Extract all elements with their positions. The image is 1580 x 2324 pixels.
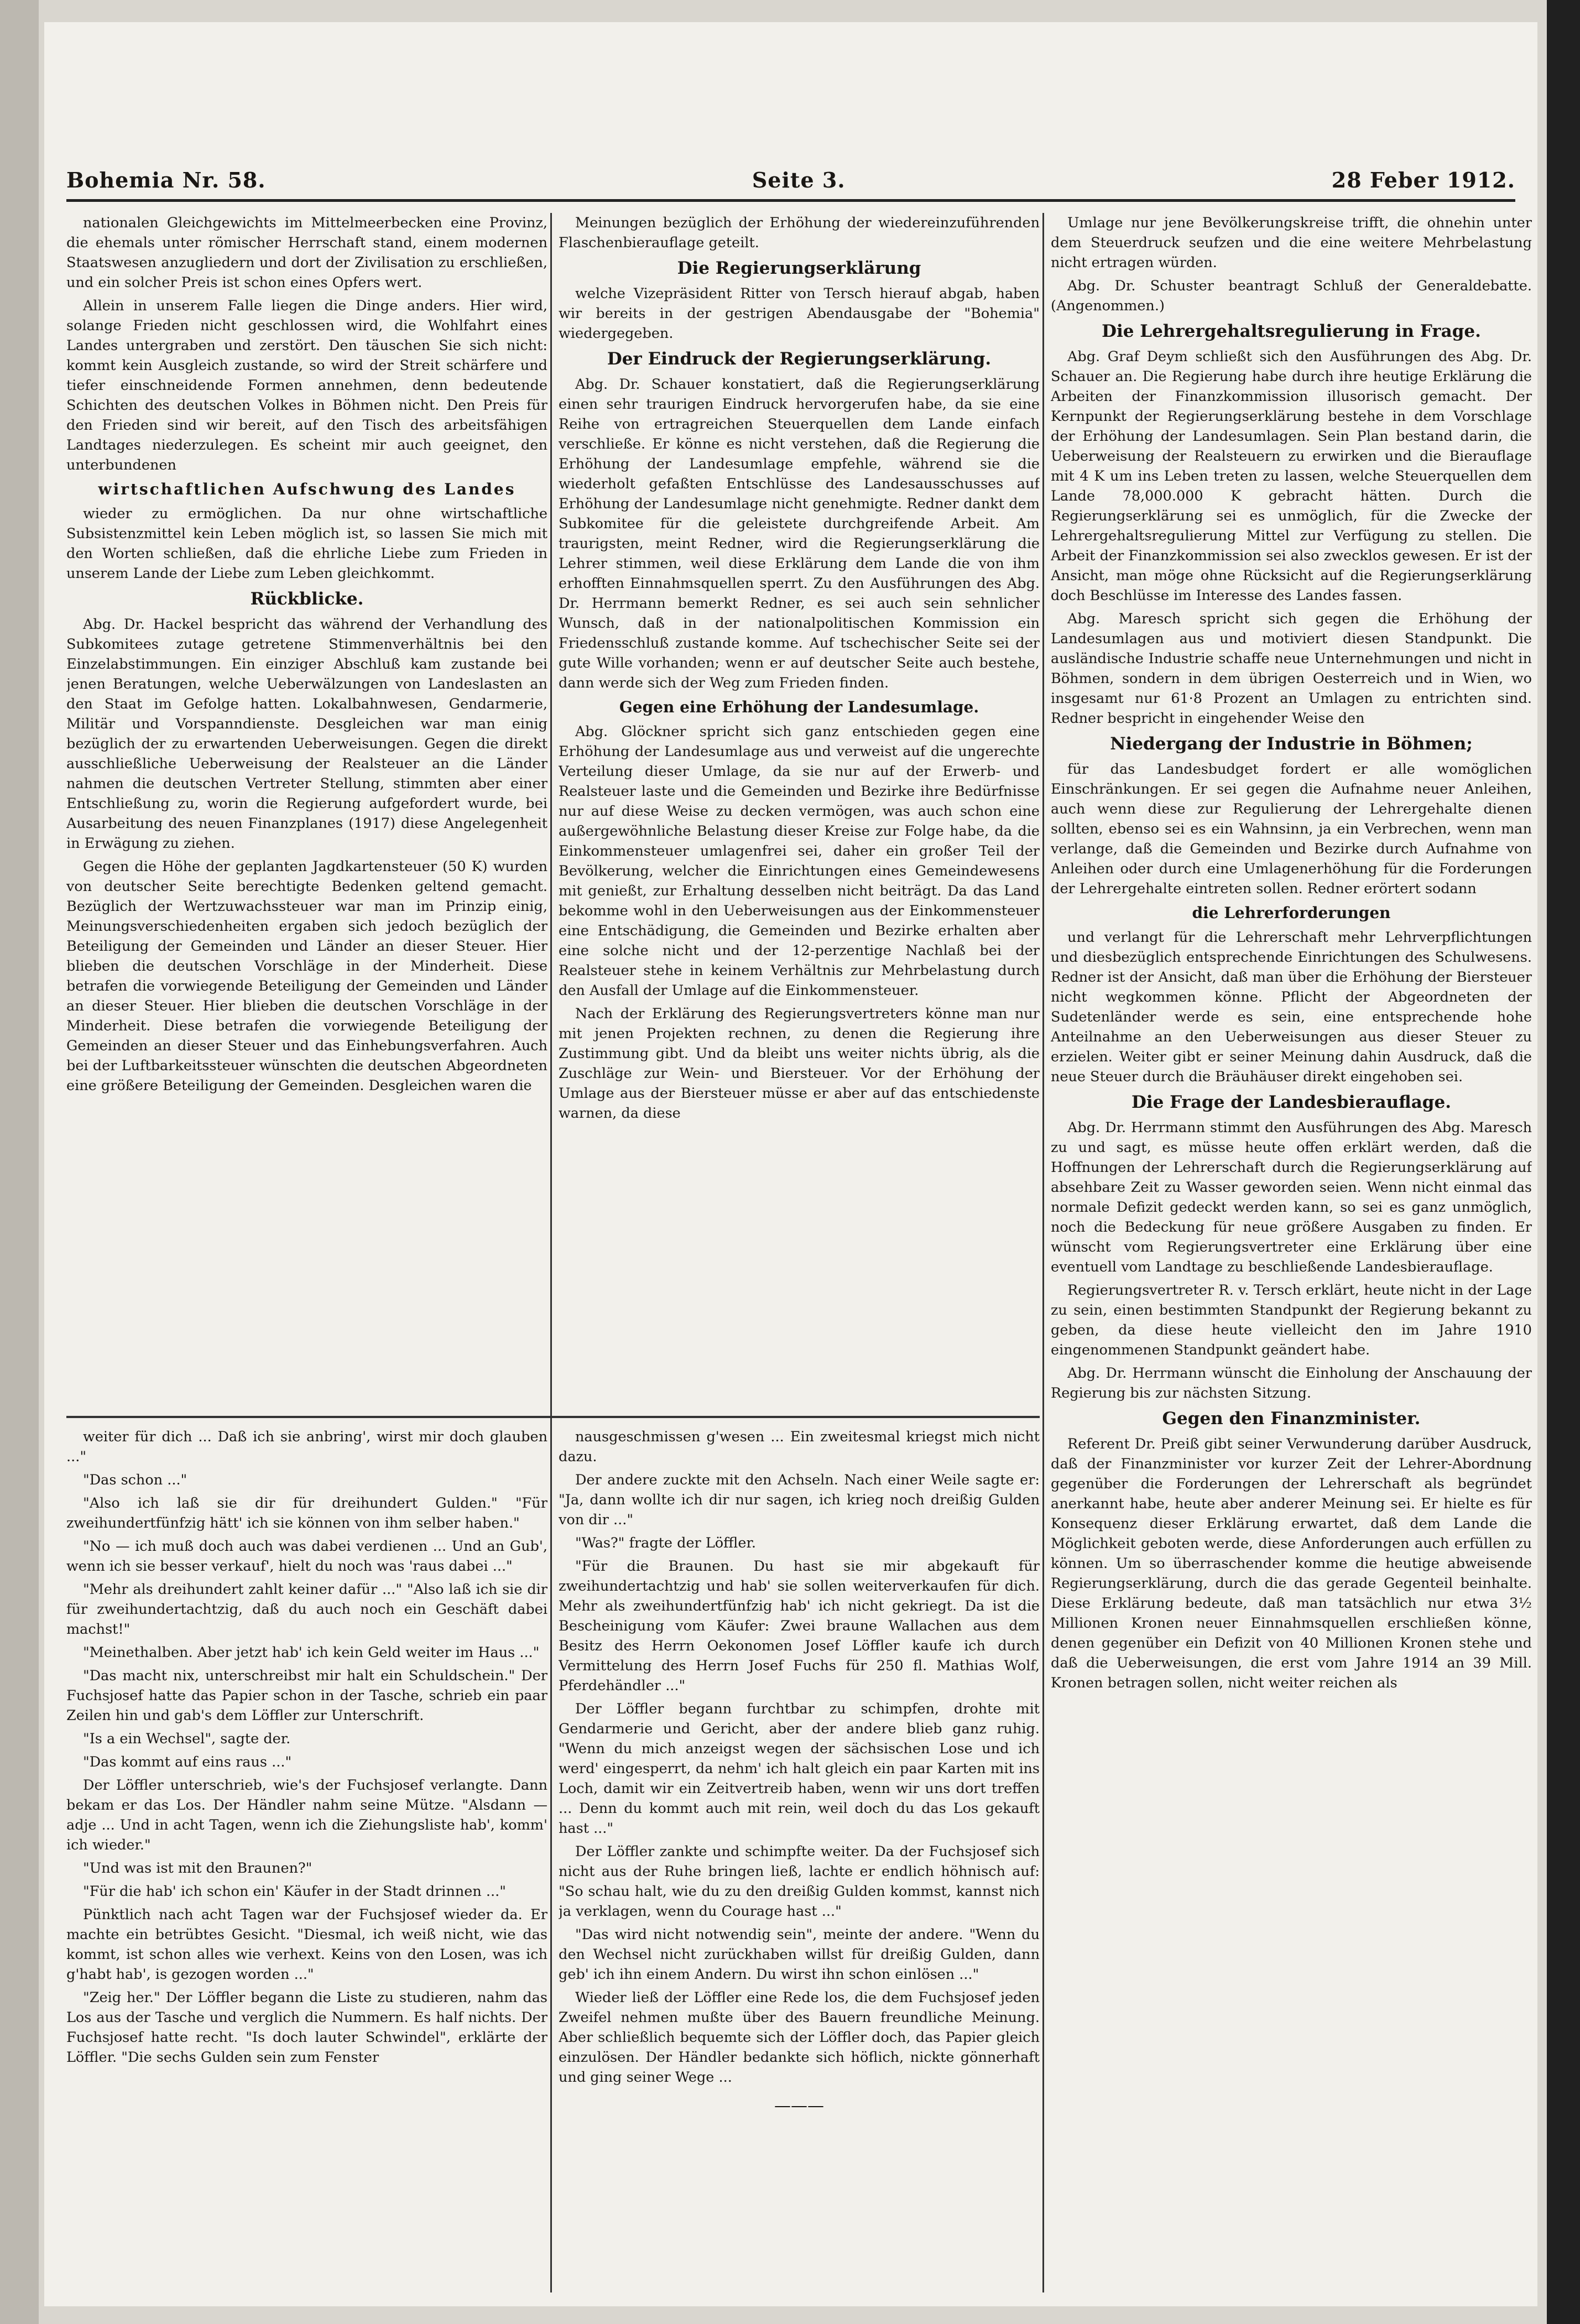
- paragraph: Abg. Graf Deym schließt sich den Ausführungen des Abg. Dr. Schauer an. Die Regierung habe durch ihre heutige Erklärung die Arbeiten der Finanzkommission illusorisch gemacht. Der Kernpunkt der Regierungserklärung bestehe in dem Vorschlage der Erhöhung der Landesumlagen. Sein Plan bestand darin, die Ueberweisung der Realsteuern zu erwirken und die Bierauflage mit 4 K um ins Leben treten zu lassen, welche Steuerquellen dem Lande 78,000.000 K gebracht hätten. Durch die Regierungserklärung sei es unmöglich, für die Zwecke der Lehrergehaltsregulierung Mittel zur Verfügung zu stellen. Die Arbeit der Finanzkommission sei also zwecklos gewesen. Er ist der Ansicht, man möge ohne Rücksicht auf die Regierungserklärung doch Beschlüsse im Interesse des Landes fassen.: [1051, 348, 1532, 604]
- paragraph: "Und was ist mit den Braunen?": [83, 1860, 312, 1877]
- section-heading: Niedergang der Industrie in Böhmen;: [1110, 734, 1473, 754]
- paragraph: Wieder ließ der Löffler eine Rede los, die dem Fuchsjosef jeden Zweifel nehmen mußte über des Bauern freundliche Meinung. Aber schließlich bequemte sich der Löffler doch, das Papier gleich einzulösen. Der Händler bedankte sich höflich, nickte gönnerhaft und ging seiner Wege ...: [559, 1989, 1040, 2086]
- header-date: 28 Feber 1912.: [1331, 167, 1515, 192]
- paragraph: Der Löffler begann furchtbar zu schimpfen, drohte mit Gendarmerie und Gericht, aber der andere blieb ganz ruhig. "Wenn du mich anzeigst wegen der sächsischen Lose und ich werd' eingesperrt, da nehm' ich halt gleich ein paar Karten mit ins Loch, damit wir ein Zeitvertreib haben, wenn wir uns dort treffen ... Denn du kommt auch mit rein, weil doch du das Los gekauft hast ...": [559, 1701, 1040, 1837]
- end-mark: ———: [774, 2096, 824, 2115]
- paragraph: wieder zu ermöglichen. Da nur ohne wirtschaftliche Subsistenzmittel kein Leben möglich ist, so lassen Sie mich mit den Worten schließen, daß die ehrliche Liebe zum Frieden in unserem Lande der Liebe zum Leben gleichkommt.: [66, 506, 547, 582]
- paragraph: Gegen die Höhe der geplanten Jagdkartensteuer (50 K) wurden von deutscher Seite berechtigte Bedenken geltend gemacht. Bezüglich der Wertzuwachssteuer war man im Prinzip einig, Meinungsverschiedenheiten ergaben sich jedoch bezüglich der Beteiligung der Gemeinden und Länder an dieser Steuer. Hier blieben die deutschen Vorschläge in der Minderheit. Diese betrafen die vorwiegende Beteiligung der Gemeinden und Länder an dieser Steuer. Hier blieben die deutschen Vorschläge in der Minderheit. Diese betrafen die vorwiegende Beteiligung der Gemeinden an dieser Steuer und das Einhebungsverfahren. Auch bei der Luftbarkeitssteuer wünschten die deutschen Abgeordneten eine größere Beteiligung der Gemeinden. Desgleichen waren die: [66, 858, 547, 1094]
- paragraph: "Was?" fragte der Löffler.: [575, 1535, 756, 1551]
- paragraph: und verlangt für die Lehrerschaft mehr Lehrverpflichtungen und diesbezüglich entsprechende Einrichtungen des Schulwesens. Redner ist der Ansicht, daß man über die Erhöhung der Biersteuer nicht wegkommen könne. Pflicht der Abgeordneten der Sudetenländer werde es sein, eine entsprechende hohe Anteilnahme an den Ueberweisungen aus dieser Steuer zu erzielen. Weiter gibt er seiner Meinung dahin Ausdruck, daß die neue Steuer durch die Bräuhäuser direkt eingehoben sei.: [1051, 929, 1532, 1085]
- section-heading: Die Lehrergehaltsregulierung in Frage.: [1102, 321, 1481, 341]
- paragraph: Der andere zuckte mit den Achseln. Nach einer Weile sagte er: "Ja, dann wollte ich dir nur sagen, ich krieg noch dreißig Gulden von dir ...": [559, 1472, 1040, 1528]
- column-rule-1: [550, 213, 552, 2292]
- subheading: Gegen eine Erhöhung der Landesumlage.: [619, 698, 979, 716]
- paragraph: Abg. Dr. Herrmann wünscht die Einholung der Anschauung der Regierung bis zur nächsten Sitzung.: [1051, 1365, 1532, 1401]
- paragraph: Abg. Dr. Herrmann stimmt den Ausführungen des Abg. Maresch zu und sagt, es müsse heute offen erklärt werden, daß die Hoffnungen der Lehrerschaft durch die Regierungserklärung auf absehbare Zeit zu Wasser geworden seien. Wenn nicht einmal das normale Defizit gedeckt werden kann, so sei es ganz unmöglich, noch die Bedeckung für neue größere Ausgaben zu finden. Er wünscht vom Regierungsvertreter eine Erklärung über eine eventuell vom Landtage zu beschließende Landesbierauflage.: [1051, 1119, 1532, 1275]
- section-heading: Der Eindruck der Regierungserklärung.: [607, 349, 992, 369]
- section-heading: Die Regierungserklärung: [677, 258, 921, 278]
- feuilleton-rule: [66, 1416, 1040, 1418]
- paragraph: Abg. Glöckner spricht sich ganz entschieden gegen eine Erhöhung der Landesumlage aus und verweist auf die ungerechte Verteilung dieser Umlage, da sie nur auf der Erwerb- und Realsteuer laste und die Gemeinden und Bezirke ihre Bedürfnisse nur auf diese Weise zu decken vermögen, was auch schon eine außergewöhnliche Belastung dieser Kreise zur Folge habe, da die Einkommensteuer umlagenfrei sei, daher ein großer Teil der Bevölkerung, welcher die Einrichtungen eines Gemeindewesens mit genießt, zur Erhaltung desselben nicht beiträgt. Da das Land bekomme wohl in den Ueberweisungen aus der Einkommensteuer eine Entschädigung, die Gemeinden und Bezirke erhalten aber eine solche nicht und der 12-perzentige Nachlaß bei der Realsteuer stehe in keinem Verhältnis zur Mehrbelastung durch den Ausfall der Umlage auf die Einkommensteuer.: [559, 723, 1040, 999]
- paragraph: Der Löffler unterschrieb, wie's der Fuchsjosef verlangte. Dann bekam er das Los. Der Händler nahm seine Mütze. "Alsdann — adje ... Und in acht Tagen, wenn ich die Ziehungsliste hab', komm' ich wieder.": [66, 1777, 547, 1853]
- paragraph: Umlage nur jene Bevölkerungskreise trifft, die ohnehin unter dem Steuerdruck seufzen und die eine weitere Mehrbelastung nicht ertragen würden.: [1051, 215, 1532, 271]
- page-header: [66, 160, 1515, 202]
- section-heading: Rückblicke.: [250, 589, 364, 609]
- subheading: die Lehrerforderungen: [1192, 904, 1391, 922]
- paragraph: Referent Dr. Preiß gibt seiner Verwunderung darüber Ausdruck, daß der Finanzminister vor kurzer Zeit der Lehrer-Abordnung gegenüber die Forderungen der Lehrerschaft als begründet anerkannt habe, heute aber anderer Meinung sei. Er hielte es für Konsequenz dieser Erklärung erwartet, daß dem Lande die Möglichkeit geboten werde, diese Anforderungen auch erfüllen zu können. Um so überraschender komme die heutige abweisende Regierungserklärung, durch die das gerade Gegenteil beinhalte. Diese Erklärung bedeute, daß man tatsächlich nur etwa 3½ Millionen Kronen neuer Einnahmsquellen erschließen könne, denen gegenüber ein Defizit von 40 Millionen Kronen stehe und daß die Ueberweisungen, die erst vom Jahre 1914 an 39 Mill. Kronen betragen sollen, nicht weiter reichen als: [1051, 1436, 1532, 1691]
- header-page-number: Seite 3.: [752, 167, 846, 192]
- paragraph: "Für die hab' ich schon ein' Käufer in der Stadt drinnen ...": [83, 1883, 506, 1900]
- column-rule-2: [1042, 213, 1044, 2292]
- paragraph: "Also ich laß sie dir für dreihundert Gulden." "Für zweihundertfünfzig hätt' ich sie können von ihm selber haben.": [66, 1495, 547, 1531]
- paragraph: Abg. Dr. Schuster beantragt Schluß der Generaldebatte. (Angenommen.): [1051, 278, 1532, 314]
- section-heading: Die Frage der Landesbierauflage.: [1131, 1092, 1451, 1112]
- header-publication: Bohemia Nr. 58.: [66, 167, 266, 192]
- column-1-feuilleton: [66, 1427, 547, 2312]
- paragraph: "No — ich muß doch auch was dabei verdienen ... Und an Gub', wenn ich sie besser verkauf', hielt du noch was 'raus dabei ...": [66, 1538, 547, 1575]
- column-1-upper: [66, 213, 547, 1419]
- paragraph: "Das schon ...": [83, 1472, 187, 1488]
- newspaper-page: [44, 22, 1537, 2306]
- paragraph: Abg. Dr. Schauer konstatiert, daß die Regierungserklärung einen sehr traurigen Eindruck hervorgerufen habe, da sie eine Reihe von ertragreichen Steuerquellen dem Lande einfach verschließe. Er könne es nicht verstehen, daß die Regierung die Erhöhung der Landesumlage empfehle, während sie die wiederholt gefaßten Entschlüsse des Landesausschusses auf Erhöhung der Landesumlage nicht genehmigte. Redner dankt dem Subkomitee für die geleistete durchgreifende Arbeit. Am traurigsten, meint Redner, wird die Regierungserklärung die Lehrer stimmen, weil diese Erklärung dem Lande die von ihm erhofften Einnahmsquellen sperrt. Zu den Ausführungen des Abg. Dr. Herrmann bemerkt Redner, es sei auch sein sehnlicher Wunsch, daß in der nationalpolitischen Kommission ein Friedensschluß zustande komme. Auf tschechischer Seite sei der gute Wille vorhanden; wenn er auf deutscher Seite auch bestehe, dann werde sich der Weg zum Frieden finden.: [559, 376, 1040, 691]
- paragraph: Abg. Maresch spricht sich gegen die Erhöhung der Landesumlagen aus und motiviert diesen Standpunkt. Die ausländische Industrie schaffe neue Unternehmungen und nicht in Böhmen, sondern in dem übrigen Oesterreich und in Wien, wo insgesamt nur 61·8 Prozent an Umlagen zu entrichten sind. Redner bespricht in eingehender Weise den: [1051, 611, 1532, 727]
- paragraph: "Zeig her." Der Löffler begann die Liste zu studieren, nahm das Los aus der Tasche und verglich die Nummern. Es half nichts. Der Fuchsjosef hatte recht. "Is doch lauter Schwindel", erklärte der Löffler. "Die sechs Gulden sein zum Fenster: [66, 1989, 547, 2066]
- paragraph: Meinungen bezüglich der Erhöhung der wiedereinzuführenden Flaschenbierauflage geteilt.: [559, 215, 1040, 251]
- paragraph: nausgeschmissen g'wesen ... Ein zweitesmal kriegst mich nicht dazu.: [559, 1429, 1040, 1465]
- paragraph: "Das kommt auf eins raus ...": [83, 1754, 292, 1770]
- paragraph: Nach der Erklärung des Regierungsvertreters könne man nur mit jenen Projekten rechnen, zu denen die Regierung ihre Zustimmung gibt. Und da bleibt uns weiter nichts übrig, als die Zuschläge zur Wein- und Biersteuer. Vor der Erhöhung der Umlage aus der Biersteuer müsse er aber auf das entschiedenste warnen, da diese: [559, 1005, 1040, 1122]
- paragraph: weiter für dich ... Daß ich sie anbring', wirst mir doch glauben ...": [66, 1429, 547, 1465]
- subheading: wirtschaftlichen Aufschwung des Landes: [98, 480, 516, 498]
- scan-margin-left: [0, 0, 39, 2324]
- paragraph: "Das macht nix, unterschreibst mir halt ein Schuldschein." Der Fuchsjosef hatte das Papier schon in der Tasche, schrieb ein paar Zeilen hin und gab's dem Löffler zur Unterschrift.: [66, 1668, 547, 1724]
- paragraph: "Is a ein Wechsel", sagte der.: [83, 1731, 291, 1747]
- paragraph: Der Löffler zankte und schimpfte weiter. Da der Fuchsjosef sich nicht aus der Ruhe bringen ließ, lachte er endlich höhnisch auf: "So schau halt, wie du zu den dreißig Gulden kommst, kannst nich ja verklagen, wenn du Courage hast ...": [559, 1843, 1040, 1920]
- scan-margin-right: [1547, 0, 1580, 2324]
- paragraph: nationalen Gleichgewichts im Mittelmeerbecken eine Provinz, die ehemals unter römischer Herrschaft stand, einem modernen Staatswesen anzugliedern und dort der Zivilisation zu erschließen, und ein solcher Preis ist schon eines Opfers wert.: [66, 215, 547, 291]
- paragraph: welche Vizepräsident Ritter von Tersch hierauf abgab, haben wir bereits in der gestrigen Abendausgabe der "Bohemia" wiedergegeben.: [559, 285, 1040, 342]
- column-2-feuilleton: [559, 1427, 1040, 2312]
- paragraph: "Für die Braunen. Du hast sie mir abgekauft für zweihundertachtzig und hab' sie sollen weiterverkaufen für dich. Mehr als zweihundertfünfzig hab' ich nicht gekriegt. Da ist die Bescheinigung vom Käufer: Zwei braune Wallachen aus dem Besitz des Herrn Oekonomen Josef Löffler kaufe ich durch Vermittelung des Herrn Josef Fuchs für 250 fl. Mathias Wolf, Pferdehändler ...": [559, 1558, 1040, 1694]
- paragraph: "Mehr als dreihundert zahlt keiner dafür ..." "Also laß ich sie dir für zweihundertachtzig, daß du auch noch ein Geschäft dabei machst!": [66, 1581, 547, 1638]
- paragraph: Pünktlich nach acht Tagen war der Fuchsjosef wieder da. Er machte ein betrübtes Gesicht. "Diesmal, ich weiß nicht, wie das kommt, ist schon alles wie verhext. Keins von den Losen, was ich g'habt hab', is gezogen worden ...": [66, 1906, 547, 1983]
- column-2-upper: [559, 213, 1040, 1413]
- paragraph: Regierungsvertreter R. v. Tersch erklärt, heute nicht in der Lage zu sein, einen bestimmten Standpunkt der Regierung bekannt zu geben, da diese heute vielleicht den im Jahre 1910 eingenommenen Standpunkt geändert habe.: [1051, 1282, 1532, 1358]
- section-heading: Gegen den Finanzminister.: [1162, 1409, 1421, 1429]
- paragraph: Allein in unserem Falle liegen die Dinge anders. Hier wird, solange Frieden nicht geschlossen wird, die Wohlfahrt eines Landes untergraben und zerstört. Den täuschen Sie sich nicht: kommt kein Ausgleich zustande, so wird der Streit schärfere und tiefer einschneidende Formen annehmen, denn bedeutende Schichten des deutschen Volkes in Böhmen nicht. Den Preis für den Frieden sind wir bereit, auf den Tisch des arbeitsfähigen Landtages niederzulegen. Es scheint mir auch geeignet, den unterbundenen: [66, 298, 547, 473]
- paragraph: "Meinethalben. Aber jetzt hab' ich kein Geld weiter im Haus ...": [83, 1644, 540, 1661]
- column-3: [1051, 213, 1532, 2304]
- paragraph: "Das wird nicht notwendig sein", meinte der andere. "Wenn du den Wechsel nicht zurückhaben willst für dreißig Gulden, dann geb' ich ihn einem Andern. Du wirst ihn schon einlösen ...": [559, 1926, 1040, 1983]
- paragraph: für das Landesbudget fordert er alle womöglichen Einschränkungen. Er sei gegen die Aufnahme neuer Anleihen, auch wenn diese zur Regulierung der Lehrergehalte dienen sollten, ebenso sei es ein Wahnsinn, ja ein Verbrechen, wenn man verlange, daß die Gemeinden und Bezirke durch Aufnahme von Anleihen oder durch eine Umlagenerhöhung für die Forderungen der Lehrergehalte eintreten sollen. Redner erörtert sodann: [1051, 761, 1532, 897]
- paragraph: Abg. Dr. Hackel bespricht das während der Verhandlung des Subkomitees zutage getretene Stimmenverhältnis bei den Einzelabstimmungen. Ein einziger Abschluß kam zustande bei jenen Beratungen, welche Ueberwälzungen von Landeslasten an den Staat im Gefolge hatten. Lokalbahnwesen, Gendarmerie, Militär und Vorspanndienste. Desgleichen war man einig bezüglich der zu erwartenden Ueberweisungen. Gegen die direkt ausschließliche Ueberweisung der Realsteuer an die Länder nahmen die deutschen Vertreter Stellung, stimmten aber einer Entschließung zu, worin die Regierung aufgefordert wurde, bei Ausarbeitung des neuen Finanzplanes (1917) diese Angelegenheit in Erwägung zu ziehen.: [66, 616, 547, 852]
